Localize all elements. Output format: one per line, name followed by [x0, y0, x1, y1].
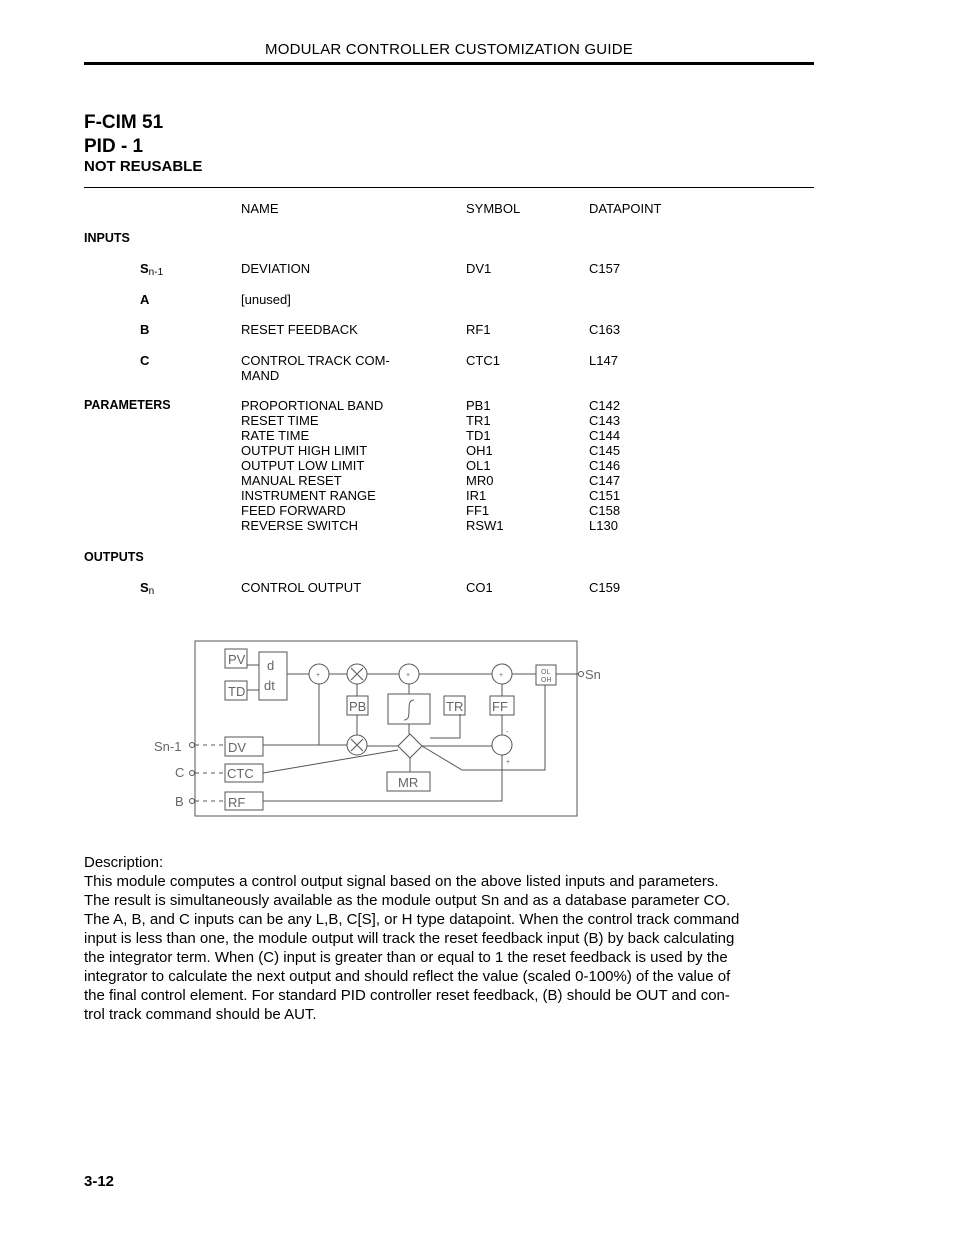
description: [84, 853, 814, 1024]
selector-diamond: [398, 734, 422, 758]
parameter-symbols: [466, 398, 504, 533]
outputs-label: OUTPUTS: [84, 550, 144, 564]
parameter-symbol: PB1: [466, 398, 491, 413]
parameter-datapoint: C144: [589, 428, 621, 443]
plus-sign: +: [406, 672, 411, 679]
parameter-datapoints: [589, 398, 620, 533]
parameter-symbol: OL1: [466, 458, 491, 473]
inputs-label: INPUTS: [84, 231, 130, 245]
input-port: C: [140, 353, 150, 368]
mr-label: MR: [398, 775, 419, 790]
description-line: The A, B, and C inputs can be any L,B, C[S], or H type datapoint. When the control track command: [84, 911, 740, 928]
parameter-datapoint: C151: [589, 488, 621, 503]
diagram-frame: [195, 641, 577, 816]
parameter-name: FEED FORWARD: [241, 503, 346, 518]
input-name: RESET FEEDBACK: [241, 322, 358, 337]
parameter-name: OUTPUT LOW LIMIT: [241, 458, 365, 473]
b-input-terminal: [190, 799, 195, 804]
pv-label: PV: [228, 652, 246, 667]
description-line: the final control element. For standard PID controller reset feedback, (B) should be OUT and con-: [84, 987, 730, 1004]
parameter-symbol: MR0: [466, 473, 494, 488]
input-name: [unused]: [241, 292, 291, 307]
module-subtitle: PID - 1: [84, 136, 144, 157]
input-symbol: RF1: [466, 322, 491, 337]
sn-output-terminal: [579, 672, 584, 677]
td-label: TD: [228, 684, 246, 699]
input-name: DEVIATION: [241, 261, 311, 276]
sn-1-input-terminal: [190, 743, 195, 748]
module-note: NOT REUSABLE: [84, 158, 203, 175]
output-symbol: CO1: [466, 580, 493, 595]
parameter-symbol: OH1: [466, 443, 493, 458]
sn-1-input-label: Sn-1: [154, 739, 182, 754]
output-datapoint: C159: [589, 580, 621, 595]
description-line: This module computes a control output signal based on the above listed inputs and parameters.: [84, 873, 719, 890]
parameter-name: PROPORTIONAL BAND: [241, 398, 384, 413]
sn-output-label: Sn: [585, 667, 601, 682]
integral-symbol: [404, 700, 414, 720]
parameter-name: OUTPUT HIGH LIMIT: [241, 443, 368, 458]
input-port: B: [140, 322, 150, 337]
dv-label: DV: [228, 740, 247, 755]
parameter-symbol: FF1: [466, 503, 490, 518]
parameter-datapoint: C145: [589, 443, 621, 458]
parameter-name: RATE TIME: [241, 428, 310, 443]
parameter-names: [241, 398, 383, 533]
parameter-name: INSTRUMENT RANGE: [241, 488, 376, 503]
input-port: A: [140, 292, 150, 307]
description-heading: Description:: [84, 854, 164, 871]
plus-sign: +: [316, 672, 321, 679]
ol-label: OL: [541, 669, 551, 676]
minus-sign: -: [506, 729, 509, 736]
parameter-datapoint: C147: [589, 473, 621, 488]
column-header-datapoint: DATAPOINT: [589, 201, 662, 216]
parameter-symbol: RSW1: [466, 518, 504, 533]
dt-label: dt: [264, 678, 275, 693]
parameter-datapoint: C146: [589, 458, 621, 473]
pb-label: PB: [349, 699, 367, 714]
plus-sign: +: [506, 759, 511, 766]
parameter-symbol: IR1: [466, 488, 487, 503]
sum-circle-4: [492, 735, 512, 755]
input-datapoint: C163: [589, 322, 621, 337]
input-datapoint: C157: [589, 261, 621, 276]
column-header-symbol: SYMBOL: [466, 201, 521, 216]
section-rule: [84, 187, 814, 188]
running-header: MODULAR CONTROLLER CUSTOMIZATION GUIDE: [265, 41, 633, 58]
input-port: $S_{n-1}$: [140, 261, 164, 278]
c-input-label: C: [175, 765, 185, 780]
parameter-name: MANUAL RESET: [241, 473, 342, 488]
tr-label: TR: [446, 699, 464, 714]
pid-block-diagram: [140, 630, 620, 830]
parameter-datapoint: C158: [589, 503, 621, 518]
plus-sign: +: [499, 672, 504, 679]
parameter-symbol: TD1: [466, 428, 491, 443]
b-input-label: B: [175, 794, 184, 809]
ff-label: FF: [492, 699, 508, 714]
rf-label: RF: [228, 795, 246, 810]
input-name: CONTROL TRACK COM-: [241, 353, 390, 368]
input-datapoint: L147: [589, 353, 618, 368]
parameter-datapoint: C143: [589, 413, 621, 428]
output-port: $S_n$: [140, 580, 155, 597]
oh-label: OH: [541, 677, 552, 684]
description-line: the integrator term. When (C) input is greater than or equal to 1 the reset feedback is used by the: [84, 949, 728, 966]
description-line: trol track command should be AUT.: [84, 1006, 317, 1023]
parameter-symbol: TR1: [466, 413, 491, 428]
description-line: integrator to calculate the next output and should reflect the value (scaled 0-100%) of the value of: [84, 968, 731, 985]
module-title: F-CIM 51: [84, 112, 164, 133]
input-symbol: DV1: [466, 261, 492, 276]
parameter-name: RESET TIME: [241, 413, 319, 428]
output-name: CONTROL OUTPUT: [241, 580, 362, 595]
parameter-name: REVERSE SWITCH: [241, 518, 359, 533]
parameter-datapoint: C142: [589, 398, 621, 413]
description-line: input is less than one, the module output will track the reset feedback input (B) by back calculating: [84, 930, 735, 947]
header-rule: [84, 62, 814, 65]
parameters-label: PARAMETERS: [84, 398, 171, 412]
page-number: 3-12: [84, 1173, 115, 1190]
description-line: The result is simultaneously available as the module output Sn and as a database parameter CO.: [84, 892, 731, 909]
input-name-continued: MAND: [241, 368, 280, 383]
input-symbol: CTC1: [466, 353, 500, 368]
d-label: d: [267, 658, 275, 673]
parameter-datapoint: L130: [589, 518, 618, 533]
c-input-terminal: [190, 771, 195, 776]
ctc-label: CTC: [227, 766, 254, 781]
column-header-name: NAME: [241, 201, 279, 216]
